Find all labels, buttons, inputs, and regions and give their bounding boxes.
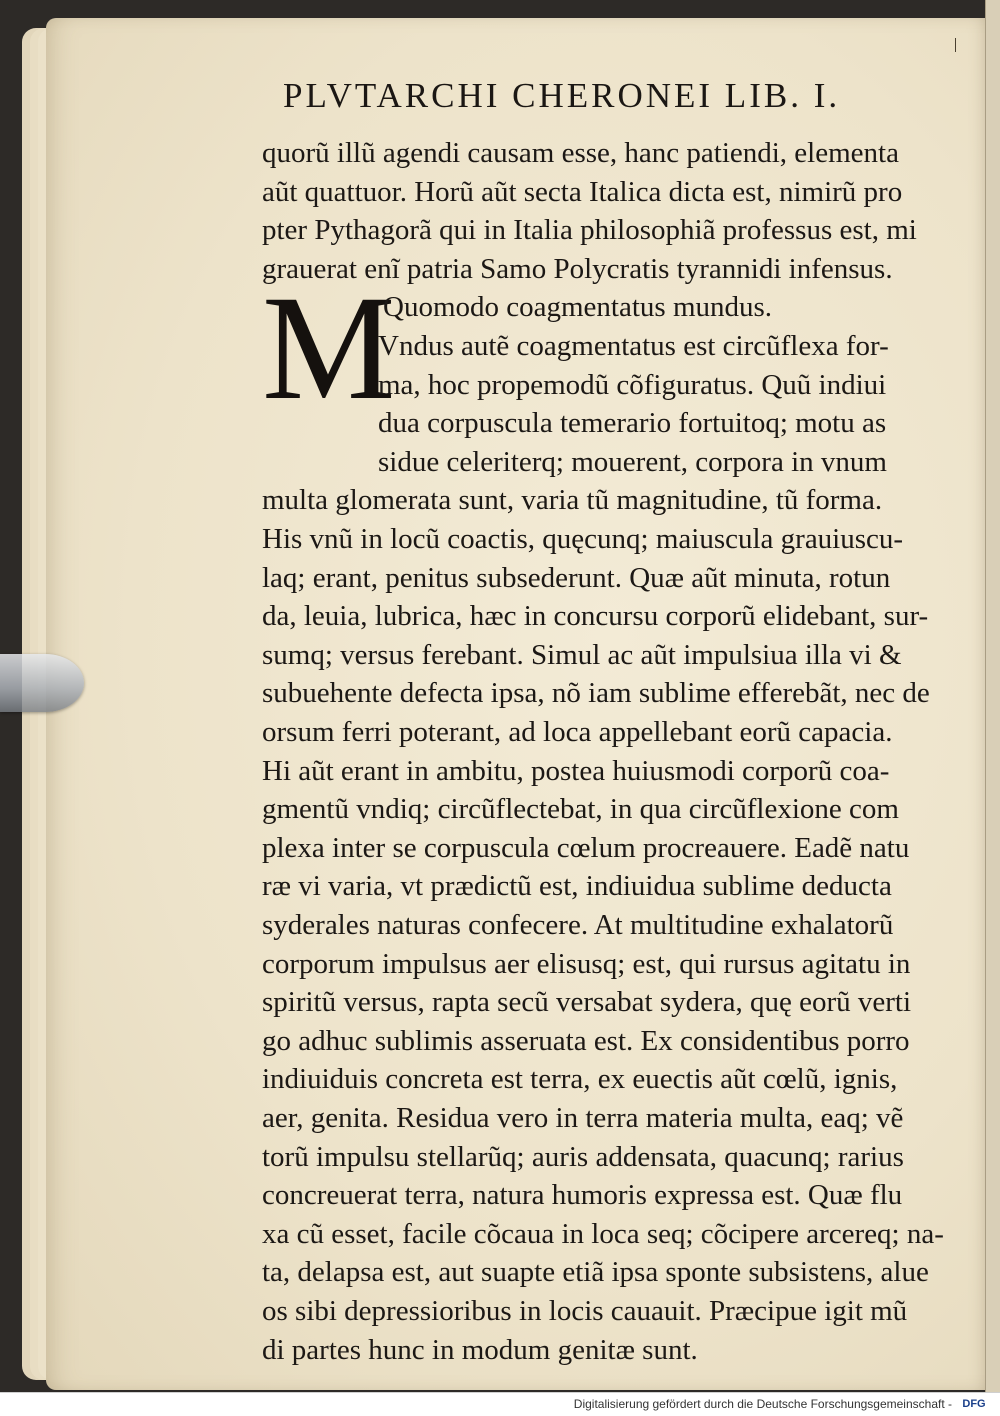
text-line: ma, hoc propemodũ cõfiguratus. Quũ indiui	[378, 368, 887, 401]
text-line: plexa inter se corpuscula cœlum procreauere. Eadẽ natu	[262, 831, 910, 864]
text-line: syderales naturas confecere. At multitudine exhalatorũ	[262, 909, 894, 941]
text-line: ta, delapsa est, aut suapte etiã ipsa sponte subsistens, alue	[262, 1256, 929, 1289]
text-line: sumq; versus ferebant. Simul ac aũt impulsiua illa vi &	[262, 638, 902, 671]
text-line: ræ vi varia, vt prædictũ est, indiuidua sublime deducta	[262, 870, 892, 903]
text-line: spiritũ versus, rapta secũ versabat sydera, quę eorũ verti	[262, 986, 912, 1019]
text-line: orsum ferri poterant, ad loca appellebant eorũ capacia.	[262, 716, 893, 748]
text-line: Vndus autẽ coagmentatus est circũflexa for-	[378, 330, 889, 362]
text-line: torũ impulsu stellarũq; auris addensata, quacunq; rarius	[262, 1140, 904, 1173]
section-heading: Quomodo coagmentatus mundus.	[383, 291, 773, 324]
page-holder-clip	[0, 654, 84, 712]
text-line: dua corpuscula temerario fortuitoq; motu as	[378, 407, 887, 440]
text-line: pter Pythagorã qui in Italia philosophiã professus est, mi	[262, 214, 917, 247]
text-line: concreuerat terra, natura humoris expressa est. Quæ flu	[262, 1179, 903, 1212]
text-line: His vnũ in locũ coactis, quęcunq; maiuscula grauiuscu-	[262, 523, 904, 555]
text-line: corporum impulsus aer elisusq; est, qui rursus agitatu in	[262, 947, 911, 980]
text-line: go adhuc sublimis asseruata est. Ex considentibus porro	[262, 1024, 910, 1057]
text-line: quorũ illũ agendi causam esse, hanc patiendi, elementa	[262, 137, 899, 169]
text-line: Hi aũt erant in ambitu, postea huiusmodi corporũ coa-	[262, 754, 890, 787]
text-line: sidue celeriterq; mouerent, corpora in vnum	[378, 445, 887, 478]
text-line: aũt quattuor. Horũ aũt secta Italica dicta est, nimirũ pro	[262, 175, 903, 208]
text-line: aer, genita. Residua vero in terra materia multa, eaq; vẽ	[262, 1102, 904, 1134]
dfg-logo: DFG	[962, 1398, 986, 1410]
text-line: indiuiduis concreta est terra, ex euectis aũt cœlũ, ignis,	[262, 1063, 898, 1096]
running-header: PLVTARCHI CHERONEI LIB. I.	[283, 76, 841, 115]
footer-bar	[0, 1392, 1000, 1416]
decorated-initial: M	[262, 265, 396, 431]
text-line: di partes hunc in modum genitæ sunt.	[262, 1333, 698, 1366]
text-line: subuehente defecta ipsa, nõ iam sublime efferebãt, nec de	[262, 677, 930, 710]
text-line: laq; erant, penitus subsederunt. Quæ aũt minuta, rotun	[262, 561, 891, 594]
text-line: multa glomerata sunt, varia tũ magnitudine, tũ forma.	[262, 484, 883, 517]
footer-credit: Digitalisierung gefördert durch die Deutsche Forschungsgemeinschaft -	[573, 1397, 952, 1411]
text-line: da, leuia, lubrica, hæc in concursu corporũ elidebant, sur-	[262, 600, 929, 633]
text-line: xa cũ esset, facile cõcaua in loca seq; cõcipere arcereq; na-	[262, 1217, 944, 1250]
text-line: gmentũ vndiq; circũflectebat, in qua circũflexione com	[262, 793, 899, 826]
text-line: os sibi depressioribus in locis cauauit. Præcipue igit mũ	[262, 1295, 908, 1327]
text-line: grauerat enĩ patria Samo Polycratis tyrannidi infensus.	[262, 252, 893, 285]
